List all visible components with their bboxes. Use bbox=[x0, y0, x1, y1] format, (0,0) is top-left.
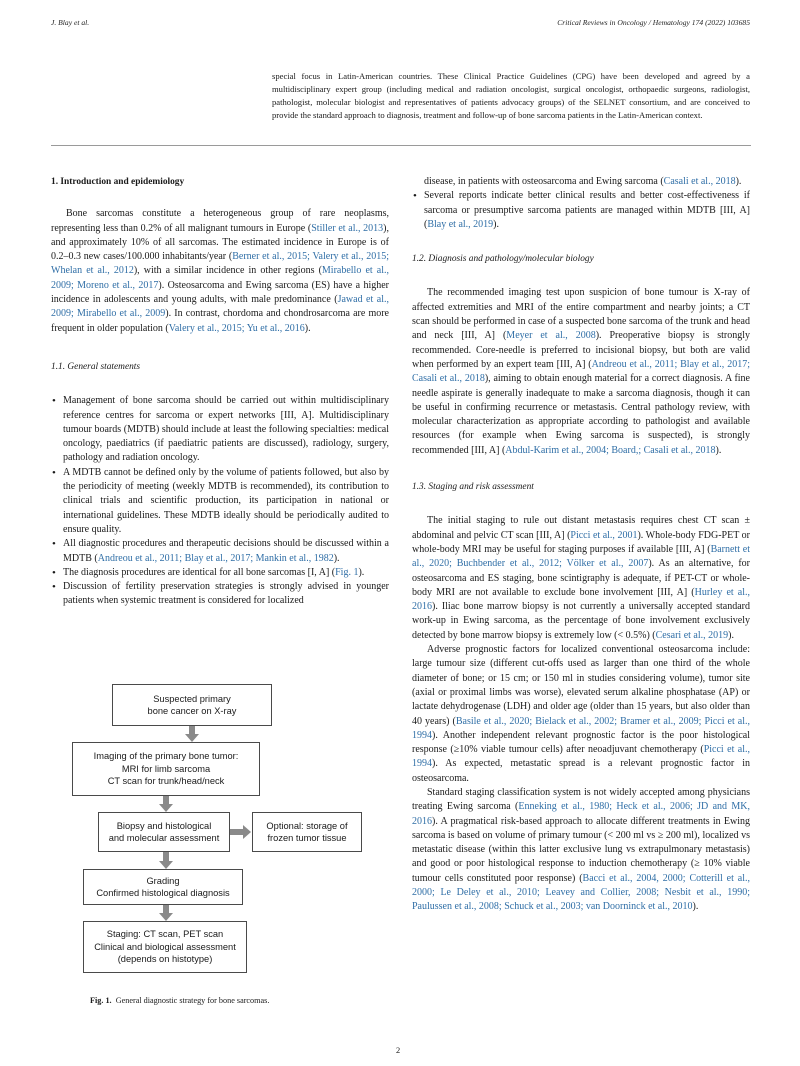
abstract-tail: special focus in Latin-American countries. These Clinical Practice Guidelines (CPG) have been developed and agreed by a multidisciplinary expert group (including medical and radiation oncologist, surgical oncologist, orthopaedic surgeons, radiologist, pathologist, molecular biologist and representatives of patients advocacy groups) of the SELNET consortium, and are conceived to provide the standard approach to diagnosis, treatment and follow-up of bone sarcoma patients in the Latin-American context. bbox=[272, 71, 750, 121]
abstract-divider bbox=[51, 145, 751, 146]
citation-link[interactable]: Blay et al., 2019 bbox=[427, 218, 494, 230]
list-item: • Discussion of fertility preservation strategies is strongly advised in younger patients when systemic treatment is considered for localized bbox=[51, 580, 389, 609]
flow-arrow bbox=[189, 726, 195, 735]
citation-link[interactable]: Berner et al., 2015; Valery et al., 2015; Whelan et al., 2012 bbox=[51, 251, 389, 277]
citation-link[interactable]: Enneking et al., 1980; Heck et al., 2006; JD and MK, 2016 bbox=[412, 801, 751, 827]
citation-link[interactable]: Cesari et al., 2019 bbox=[655, 629, 729, 641]
flow-box-staging: Staging: CT scan, PET scan Clinical and biological assessment (depends on histotype) bbox=[83, 921, 247, 973]
list-item: • All diagnostic procedures and therapeutic decisions should be discussed within a MDTB (Andreou et al., 2011; Blay et al., 2017; Mankin et al., 1982). bbox=[51, 537, 389, 566]
flow-box-imaging: Imaging of the primary bone tumor: MRI for limb sarcoma CT scan for trunk/head/neck bbox=[72, 742, 260, 796]
flow-arrow bbox=[163, 852, 169, 862]
running-header-authors: J. Blay et al. bbox=[51, 18, 90, 27]
section-1-1-heading: 1.1. General statements bbox=[51, 361, 141, 372]
prognostic-paragraph: Adverse prognostic factors for localized conventional osteosarcoma include: large tumour size (different cut-offs used as larger than one third of the whole diameter of bone; or 15 cm; or 150 ml in studies considering volume), tumor site (axial or proximal limbs was worse), elevated serum alkaline phosphatase (AP) or lactate dehydrogenase (LDH) and older age (older than 15 years, but also older than 40 years) (Basile et al., 2020; Bielack et al., 2002; Bramer et al., 2009; Picci et al., 1994). Another independent relevant prognostic factor is the poor histological response (≥10% viable tumour cells) after neoadjuvant chemotherapy (Picci et al., 1994). As expected, metastatic spread is a relevant prognostic factor in osteosarcoma. bbox=[412, 644, 750, 784]
figure-1-flowchart bbox=[72, 684, 372, 1064]
general-statements-list-cont bbox=[412, 189, 750, 232]
section-1-3-heading: 1.3. Staging and risk assessment bbox=[412, 482, 534, 493]
running-header-journal: Critical Reviews in Oncology / Hematology 174 (2022) 103685 bbox=[557, 18, 750, 27]
list-item: • The diagnosis procedures are identical for all bone sarcomas [I, A] (Fig. 1). bbox=[51, 566, 389, 580]
citation-link[interactable]: Hurley et al., 2016 bbox=[412, 586, 751, 613]
intro-paragraph: Bone sarcomas constitute a heterogeneous group of rare neoplasms, representing less than 0.2% of all malignant tumours in Europe (Stiller et al., 2013), and approximately 10% of all sarcomas. The estimated incidence in Europe is of 0.2–0.3 new cases/100.000 inhabitants/year (Berner et al., 2015; Valery et al., 2015; Whelan et al., 2012), with a similar incidence in other regions (Mirabello et al., 2009; Moreno et al., 2017). Osteosarcoma and Ewing sarcoma (ES) have a higher incidence in adolescents and young adults, with male predominance (Jawad et al., 2009; Mirabello et al., 2009). In contrast, chordoma and chondrosarcoma are more frequent in older population (Valery et al., 2015; Yu et al., 2016). bbox=[51, 208, 389, 334]
general-statements-list bbox=[51, 394, 389, 608]
citation-link[interactable]: Andreou et al., 2011; Blay et al., 2017; Casali et al., 2018 bbox=[412, 358, 750, 385]
figure-link[interactable]: Fig. 1 bbox=[335, 566, 359, 578]
right-column bbox=[412, 175, 750, 915]
ewing-staging-paragraph: Standard staging classification system is not widely accepted among physicians treating Ewing sarcoma (Enneking et al., 1980; Heck et al., 2006; JD and MK, 2016). A pragmatical risk-based approach to allocate different treatments in Ewing sarcoma is based on volume of primary tumour (< 200 ml vs ≥ 200 ml), localized vs metastatic disease (within this latter exclusive lung vs extrapulmonary metastasis) and good or poor histological response to induction chemotherapy (≥ 10% viable tumour cells constituted poor response) (Bacci et al., 2004, 2000; Cotterill et al., 2000; Le Deley et al., 2010; Leavey and Collier, 2008; Nesbit et al., 1990; Paulussen et al., 2008; Schuck et al., 2003; van Doorninck et al., 2010). bbox=[412, 786, 751, 913]
citation-link[interactable]: Andreou et al., 2011; Blay et al., 2017; Mankin et al., 1982 bbox=[97, 552, 334, 564]
citation-link[interactable]: Bacci et al., 2004, 2000; Cotterill et al., 2000; Le Deley et al., 2010; Leavey and Collier, 2008; Nesbit et al., 1990; Paulussen et al., 2008; Schuck et al., 2003; van Doorninck et al., 2010 bbox=[412, 872, 750, 913]
list-item-continuation: disease, in patients with osteosarcoma and Ewing sarcoma (Casali et al., 2018). bbox=[424, 176, 742, 187]
flow-box-grading: Grading Confirmed histological diagnosis bbox=[83, 869, 243, 905]
flow-arrow bbox=[163, 796, 169, 805]
list-item: • Management of bone sarcoma should be carried out within multidisciplinary reference centres for sarcoma or expert networks [III, A]. Multidisciplinary tumour boards (MDTB) should include at least the following specialties: medical oncology, paediatrics (if paediatric patients are discussed), radiology, surgery, pathology and radiation oncology. bbox=[51, 394, 389, 465]
citation-link[interactable]: Jawad et al., 2009; Mirabello et al., 2009 bbox=[51, 294, 389, 320]
citation-link[interactable]: Picci et al., 1994 bbox=[412, 744, 750, 770]
left-column bbox=[51, 175, 389, 609]
citation-link[interactable]: Barnett et al., 2020; Buchbender et al., 2012; Völker et al., 2007 bbox=[412, 543, 750, 570]
staging-paragraph: The initial staging to rule out distant metastasis requires chest CT scan ± abdominal and pelvic CT scan [III, A] (Picci et al., 2001). Whole-body FDG-PET or whole-body MRI may be useful for staging purposes if available [III, A] (Barnett et al., 2020; Buchbender et al., 2012; Völker et al., 2007). As an alternative, for osteosarcoma and ES staging, bone scintigraphy is adequate, if PET-CT or whole-body MRI are not available to exclude bone involvement [III, A] (Hurley et al., 2016). Iliac bone marrow biopsy is not currently a universally accepted standard work-up in Ewing sarcoma, as the percentage of bone involvement exclusively detected by bone marrow biopsy is extremely low (< 0.5%) (Cesari et al., 2019). bbox=[412, 515, 751, 641]
figure-caption: Fig. 1. General diagnostic strategy for bone sarcomas. bbox=[90, 996, 270, 1005]
section-1-2-heading: 1.2. Diagnosis and pathology/molecular biology bbox=[412, 254, 594, 265]
citation-link[interactable]: Picci et al., 2001 bbox=[570, 529, 638, 541]
citation-link[interactable]: Abdul-Karim et al., 2004; Board,; Casali et al., 2018 bbox=[505, 444, 716, 456]
flow-arrow bbox=[230, 829, 244, 835]
list-item: • A MDTB cannot be defined only by the volume of patients followed, but also by the periodicity of meeting (weekly MDTB is recommended), its contribution to clinical trials and scientific production, its participation in national or international guidelines. These MDTB ideally should be periodically audited to ensure quality. bbox=[51, 466, 389, 537]
flow-box-biopsy: Biopsy and histological and molecular assessment bbox=[98, 812, 230, 852]
list-item: • Several reports indicate better clinical results and better cost-effectiveness if sarcoma or presumptive sarcoma patients are managed within MDTB [III, A] (Blay et al., 2019). bbox=[412, 189, 750, 232]
page-number: 2 bbox=[396, 1046, 401, 1055]
diagnosis-paragraph: The recommended imaging test upon suspicion of bone tumour is X-ray of affected extremities and MRI of the entire compartment and nearby joints; a CT scan should be performed in case of a suspected bone sarcoma of the trunk and head and neck [III, A] (Meyer et al., 2008). Preoperative biopsy is strongly recommended. Core-needle is preferred to incisional biopsy, but both are valid when performed by an expert team [III, A] (Andreou et al., 2011; Blay et al., 2017; Casali et al., 2018), aiming to obtain enough material for a correct diagnosis. A fine needle aspirate is generally inadequate to make a sarcoma diagnosis, though it can be useful in confirming recurrence or metastasis. Central pathology review, with molecular characterization as appropriate according to pathologist and available resources (for example when Ewing sarcoma is suspected), is strongly recommended [III, A] (Abdul-Karim et al., 2004; Board,; Casali et al., 2018). bbox=[412, 287, 751, 456]
citation-link[interactable]: Stiller et al., 2013 bbox=[311, 222, 384, 234]
section-1-heading: 1. Introduction and epidemiology bbox=[51, 177, 185, 187]
flow-arrow bbox=[163, 905, 169, 914]
citation-link[interactable]: Mirabello et al., 2009; Moreno et al., 2017 bbox=[51, 265, 389, 291]
flow-box-storage: Optional: storage of frozen tumor tissue bbox=[252, 812, 362, 852]
citation-link[interactable]: Meyer et al., 2008 bbox=[506, 330, 596, 342]
flow-box-suspected: Suspected primary bone cancer on X-ray bbox=[112, 684, 272, 726]
citation-link[interactable]: Casali et al., 2018 bbox=[663, 176, 736, 187]
citation-link[interactable]: Basile et al., 2020; Bielack et al., 2002; Bramer et al., 2009; Picci et al., 1994 bbox=[412, 715, 750, 741]
citation-link[interactable]: Valery et al., 2015; Yu et al., 2016 bbox=[168, 322, 305, 334]
